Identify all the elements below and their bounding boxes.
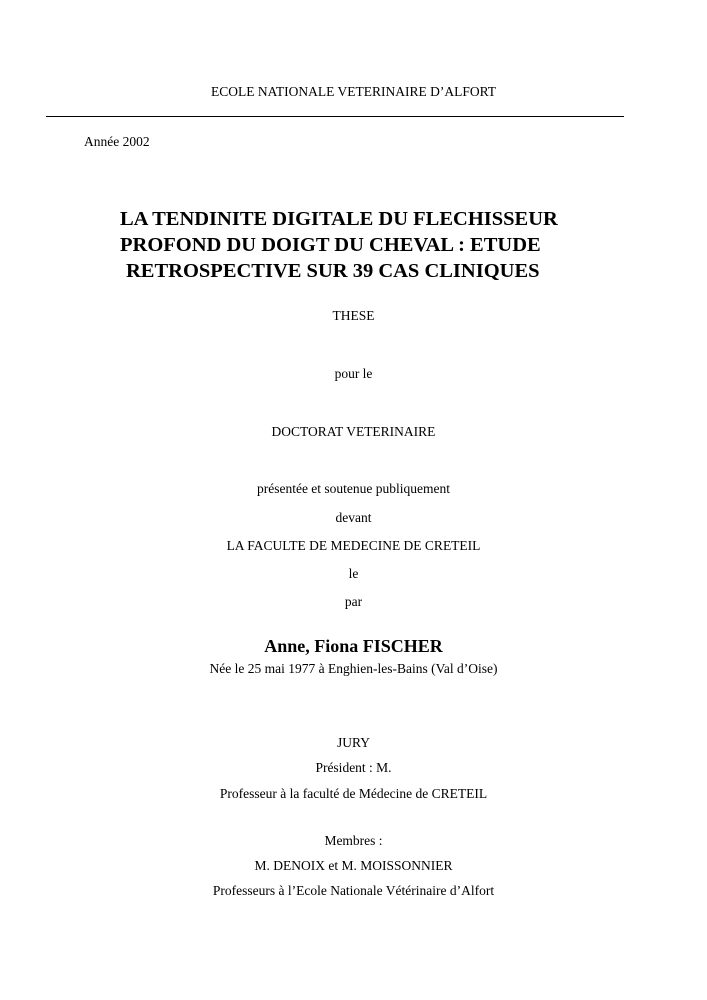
by-label: par [344, 594, 363, 609]
date-label: le [348, 566, 359, 581]
before-label: devant [335, 510, 372, 525]
title-line-2: PROFOND DU DOIGT DU CHEVAL : ETUDE [120, 234, 541, 256]
jury-heading: JURY [336, 735, 370, 750]
author-birth: Née le 25 mai 1977 à Enghien-les-Bains (Val d’Oise) [209, 661, 498, 676]
jury-members-title: Professeurs à l’Ecole Nationale Vétérinaire d’Alfort [212, 883, 495, 898]
jury-president-title: Professeur à la faculté de Médecine de CRETEIL [219, 786, 488, 801]
author-name: Anne, Fiona FISCHER [264, 636, 443, 656]
academic-year: Année 2002 [84, 134, 150, 149]
degree-label: DOCTORAT VETERINAIRE [271, 424, 436, 439]
jury-members-heading: Membres : [324, 833, 383, 848]
for-label: pour le [334, 366, 373, 381]
jury-president: Président : M. [315, 760, 392, 775]
title-line-3: RETROSPECTIVE SUR 39 CAS CLINIQUES [126, 260, 540, 282]
header-divider [46, 116, 624, 117]
school-name: ECOLE NATIONALE VETERINAIRE D’ALFORT [210, 84, 497, 99]
faculty-name: LA FACULTE DE MEDECINE DE CRETEIL [226, 538, 481, 553]
thesis-label: THESE [332, 308, 375, 323]
presented-label: présentée et soutenue publiquement [256, 481, 451, 496]
jury-members: M. DENOIX et M. MOISSONNIER [254, 858, 453, 873]
title-line-1: LA TENDINITE DIGITALE DU FLECHISSEUR [120, 208, 558, 230]
